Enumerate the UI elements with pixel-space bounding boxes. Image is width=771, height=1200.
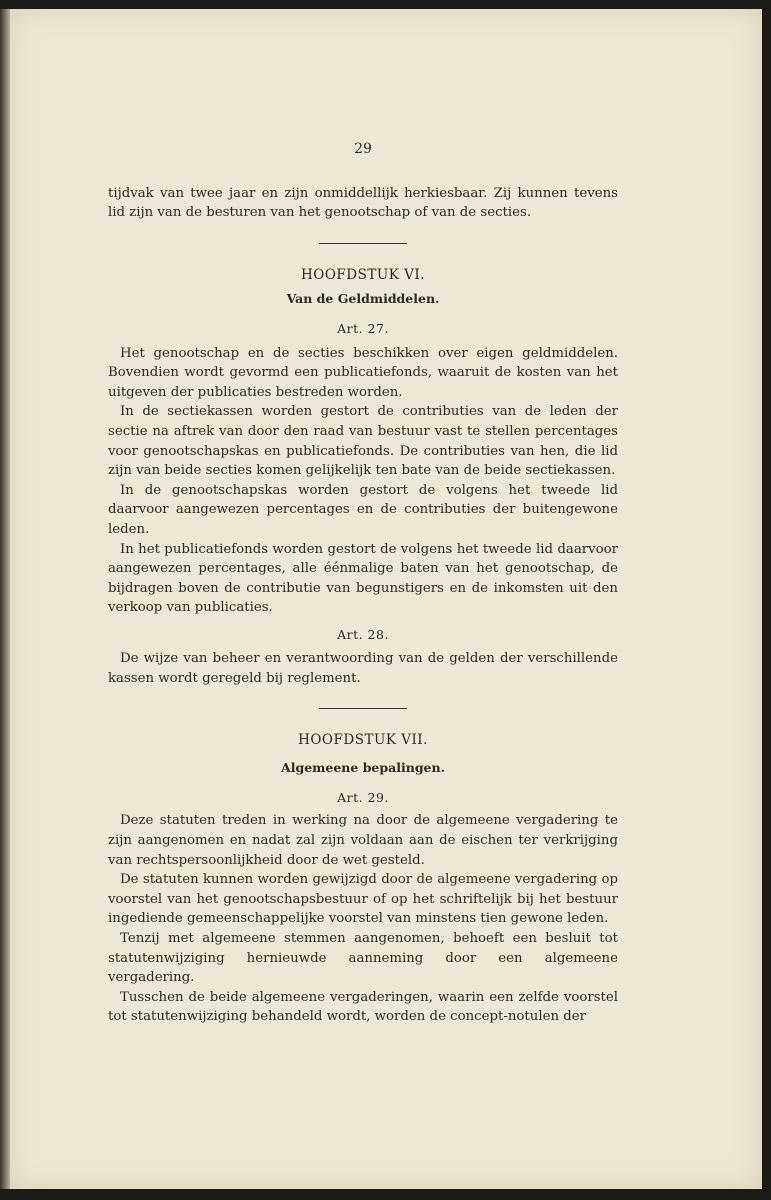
article-label: Art. 27. xyxy=(337,320,389,336)
chapter-title: Algemeene bepalingen. xyxy=(281,760,445,776)
article-paragraph: De wijze van beheer en verantwoording van de gelden der verschillende kassen wordt geregeld bij reglement. xyxy=(108,651,618,687)
article-paragraph: In de genootschapskas worden gestort de volgens het tweede lid daarvoor aangewezen percentages en de contributies der buitengewone leden. xyxy=(108,482,618,537)
page-number: 29 xyxy=(354,141,372,157)
chapter-heading: HOOFDSTUK VII. xyxy=(298,731,428,748)
page-content xyxy=(108,140,618,1027)
article-paragraph: Het genootschap en de secties beschikken over eigen geldmiddelen. Bovendien wordt gevormd een publicatiefonds, waaruit de kosten van het uitgeven der publicaties bestreden worden. xyxy=(108,345,618,400)
article-paragraph: Tusschen de beide algemeene vergaderingen, waarin een zelfde voorstel tot statutenwijziging behandeld wordt, worden de concept-notulen der xyxy=(108,989,618,1025)
section-divider xyxy=(319,708,407,709)
article-paragraph: Tenzij met algemeene stemmen aangenomen, behoeft een besluit tot statutenwijziging hernieuwde aanneming door een algemeene vergadering. xyxy=(108,931,618,986)
article-label: Art. 28. xyxy=(337,626,389,642)
book-spine-edge xyxy=(0,9,10,1189)
article-label: Art. 29. xyxy=(337,789,389,805)
article-paragraph: Deze statuten treden in werking na door de algemeene vergadering te zijn aangenomen en nadat zal zijn voldaan aan de eischen ter verkrijging van rechtspersoonlijkheid door de wet gesteld. xyxy=(108,813,618,868)
article-paragraph: In de sectiekassen worden gestort de contributies van de leden der sectie na aftrek van door den raad van bestuur vast te stellen percentages voor genootschapskas en publicatiefonds. De contributies van hen, die lid zijn van beide secties komen gelijkelijk ten bate van de beide sectiekassen. xyxy=(108,404,618,479)
chapter-title: Van de Geldmiddelen. xyxy=(286,291,440,307)
section-divider xyxy=(319,243,407,244)
chapter-heading: HOOFDSTUK VI. xyxy=(301,266,425,283)
article-paragraph: De statuten kunnen worden gewijzigd door de algemeene vergadering op voorstel van het genootschapsbestuur of op het schriftelijk bij het bestuur ingediende gemeenschappelijke voorstel van minstens tien gewone leden. xyxy=(108,872,618,927)
intro-paragraph: tijdvak van twee jaar en zijn onmiddellijk herkiesbaar. Zij kunnen tevens lid zijn van de besturen van het genootschap of van de secties. xyxy=(108,185,618,221)
article-paragraph: In het publicatiefonds worden gestort de volgens het tweede lid daarvoor aangewezen percentages, alle éénmalige baten van het genootschap, de bijdragen boven de contributie van begunstigers en de inkomsten uit den verkoop van publicaties. xyxy=(108,541,618,616)
